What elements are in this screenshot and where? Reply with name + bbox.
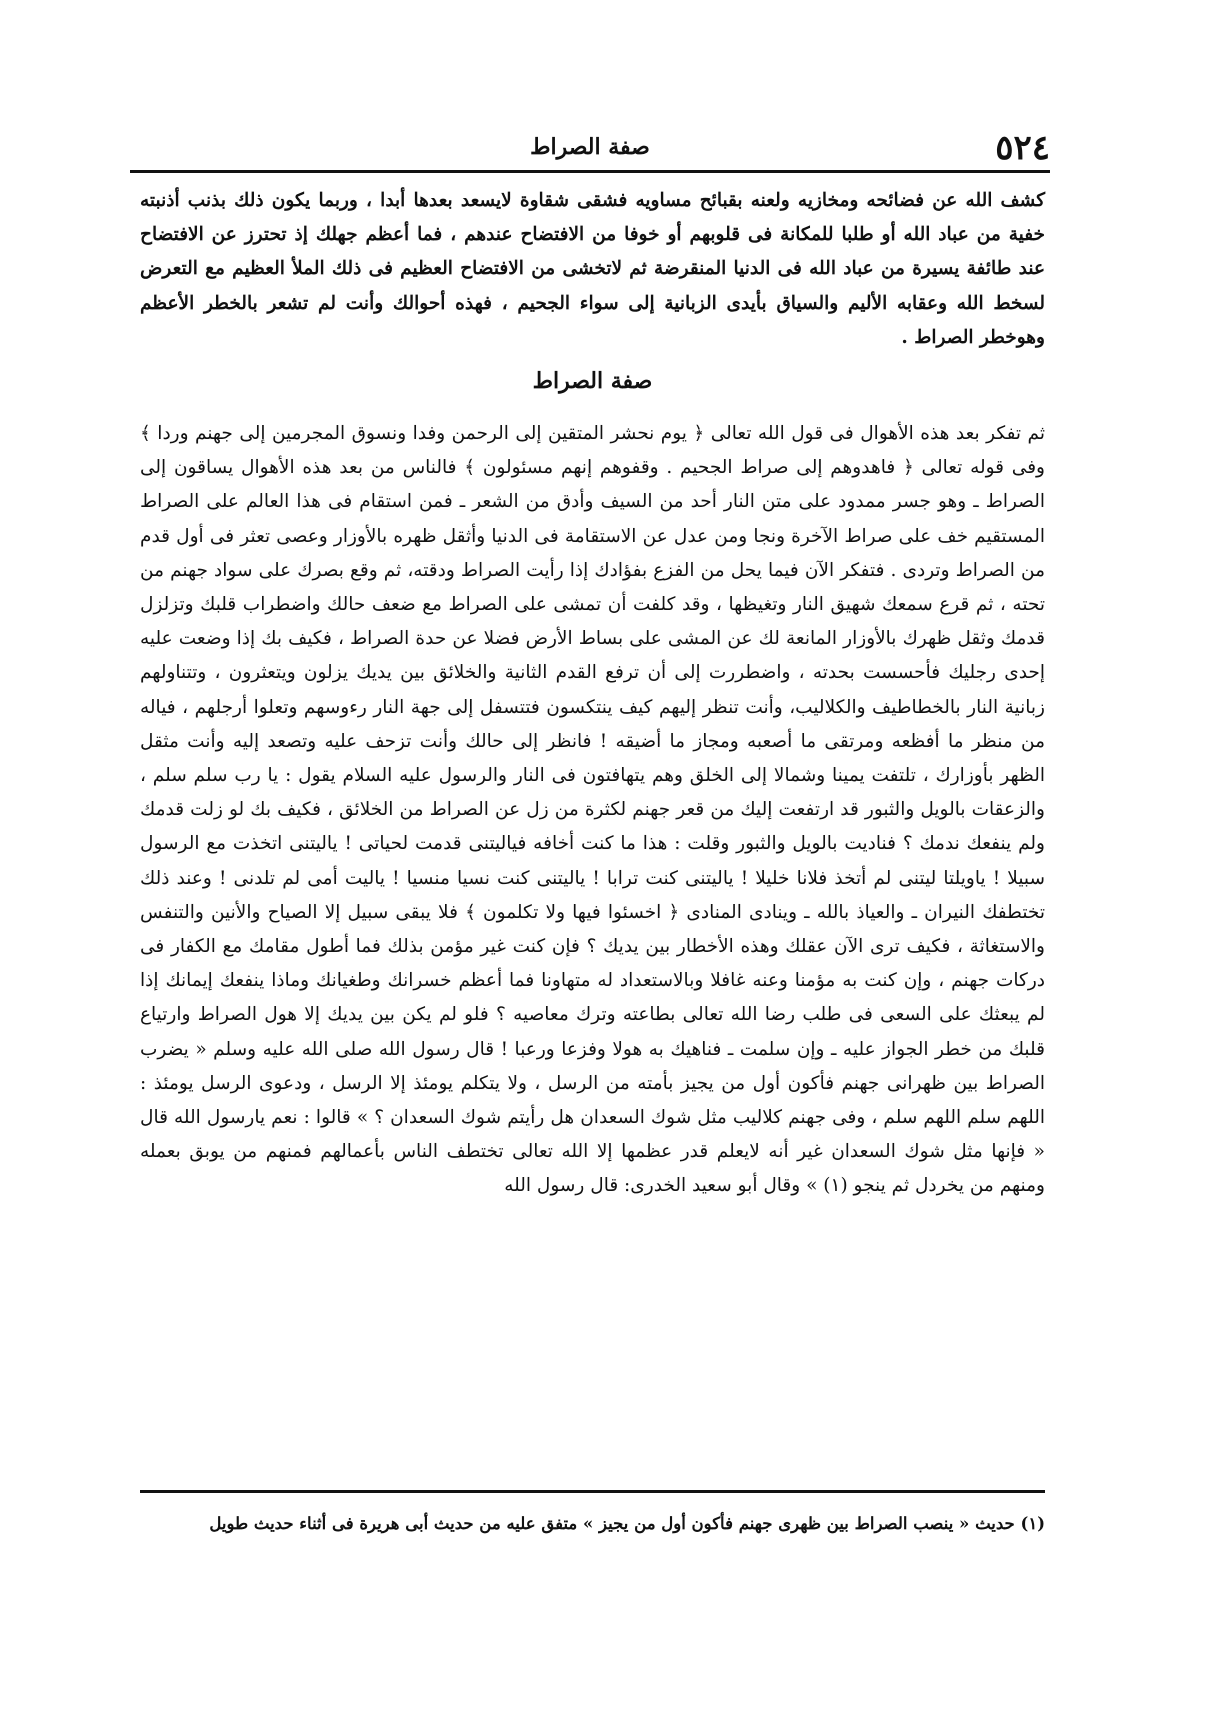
footnote: (١) حديث « ينصب الصراط بين ظهرى جهنم فأكون أول من يجيز » متفق عليه من حديث أبى هريرة فى أثناء حديث طويل <box>209 1514 1045 1533</box>
section-heading: صفة الصراط <box>532 368 653 395</box>
main-paragraph: ثم تفكر بعد هذه الأهوال فى قول الله تعالى ﴿ يوم نحشر المتقين إلى الرحمن وفدا ونسوق المجرمين إلى جهنم وردا ﴾ وفى قوله تعالى ﴿ فاهدوهم إلى صراط الجحيم . وقفوهم إنهم مسئولون ﴾ فالناس من بعد هذه الأهوال يساقون إلى الصراط ـ وهو جسر ممدود على متن النار أحد من السيف وأدق من الشعر ـ فمن استقام فى هذا العالم على الصراط المستقيم خف على صراط الآخرة ونجا ومن عدل عن الاستقامة فى الدنيا وأثقل ظهره بالأوزار وعصى تعثر فى أول قدم من الصراط وتردى . فتفكر الآن فيما يحل من الفزع بفؤادك إذا رأيت الصراط ودقته، ثم وقع بصرك على سواد جهنم من تحته ، ثم قرع سمعك شهيق النار وتغيظها ، وقد كلفت أن تمشى على الصراط مع ضعف حالك واضطراب قلبك وتزلزل قدمك وثقل ظهرك بالأوزار المانعة لك عن المشى على بساط الأرض فضلا عن حدة الصراط ، فكيف بك إذا وضعت عليه إحدى رجليك فأحسست بحدته ، واضطررت إلى أن ترفع القدم الثانية والخلائق بين يديك يزلون ويتعثرون ، وتتناولهم زبانية النار بالخطاطيف والكلاليب، وأنت تنظر إليهم كيف ينتكسون فتتسفل إلى جهة النار رءوسهم وتعلوا أرجلهم ، فياله من منظر ما أفظعه ومرتقى ما أصعبه ومجاز ما أضيقه ! فانظر إلى حالك وأنت تزحف عليه وتصعد إليه وأنت مثقل الظهر بأوزارك ، تلتفت يمينا وشمالا إلى الخلق وهم يتهافتون فى النار والرسول عليه السلام يقول : يا رب سلم سلم ، والزعقات بالويل والثبور قد ارتفعت إليك من قعر جهنم لكثرة من زل عن الصراط من الخلائق ، فكيف بك لو زلت قدمك ولم ينفعك ندمك ؟ فناديت بالويل والثبور وقلت : هذا ما كنت أخافه فياليتنى قدمت لحياتى ! ياليتنى اتخذت مع الرسول سبيلا ! ياويلتا ليتنى لم أتخذ فلانا خليلا ! ياليتنى كنت ترابا ! ياليتنى كنت نسيا منسيا ! ياليت أمى لم تلدنى ! وعند ذلك تختطفك النيران ـ والعياذ بالله ـ وينادى المنادى ﴿ اخسئوا فيها ولا تكلمون ﴾ فلا يبقى سبيل إلا الصياح والأنين والتنفس والاستغاثة ، فكيف ترى الآن عقلك وهذه الأخطار بين يديك ؟ فإن كنت غير مؤمن بذلك فما أطول مقامك مع الكفار فى دركات جهنم ، وإن كنت به مؤمنا وعنه غافلا وبالاستعداد له متهاونا فما أعظم خسرانك وطغيانك وماذا ينفعك إيمانك إذا لم يبعثك على السعى فى طلب رضا الله تعالى بطاعته وترك معاصيه ؟ فلو لم يكن بين يديك إلا هول الصراط وارتياع قلبك من خطر الجواز عليه ـ وإن سلمت ـ فناهيك به هولا وفزعا ورعبا ! قال رسول الله صلى الله عليه وسلم « يضرب الصراط بين ظهرانى جهنم فأكون أول من يجيز بأمته من الرسل ، ولا يتكلم يومئذ إلا الرسل ، ودعوى الرسل يومئذ : اللهم سلم اللهم سلم ، وفى جهنم كلاليب مثل شوك السعدان هل رأيتم شوك السعدان ؟ » قالوا : نعم يارسول الله قال « فإنها مثل شوك السعدان غير أنه لايعلم قدر عظمها إلا الله تعالى تختطف الناس بأعمالهم فمنهم من يوبق بعمله ومنهم من يخردل ثم ينجو (١) » وقال أبو سعيد الخدرى: قال رسول الله <box>140 423 1045 1197</box>
page-number: ٥٢٤ <box>995 128 1050 168</box>
page-header <box>130 128 1050 174</box>
intro-paragraph: كشف الله عن فضائحه ومخازيه ولعنه بقبائح مساويه فشقى شقاوة لايسعد بعدها أبدا ، وربما يكون ذلك بذنب أذنبته خفية من عباد الله أو طلبا للمكانة فى قلوبهم أو خوفا من الافتضاح عندهم ، فما أعظم جهلك إذ تحترز عن الافتضاح عند طائفة يسيرة من عباد الله فى الدنيا المنقرضة ثم لاتخشى من الافتضاح العظيم فى ذلك الملأ العظيم مع التعرض لسخط الله وعقابه الأليم والسياق بأيدى الزبانية إلى سواء الجحيم ، فهذه أحوالك وأنت لم تشعر بالخطر الأعظم وهوخطر الصراط . <box>140 190 1045 348</box>
header-rule <box>130 170 1050 173</box>
footnote-rule <box>140 1490 1045 1493</box>
main-text <box>140 184 1045 1204</box>
running-title: صفة الصراط <box>530 134 650 160</box>
